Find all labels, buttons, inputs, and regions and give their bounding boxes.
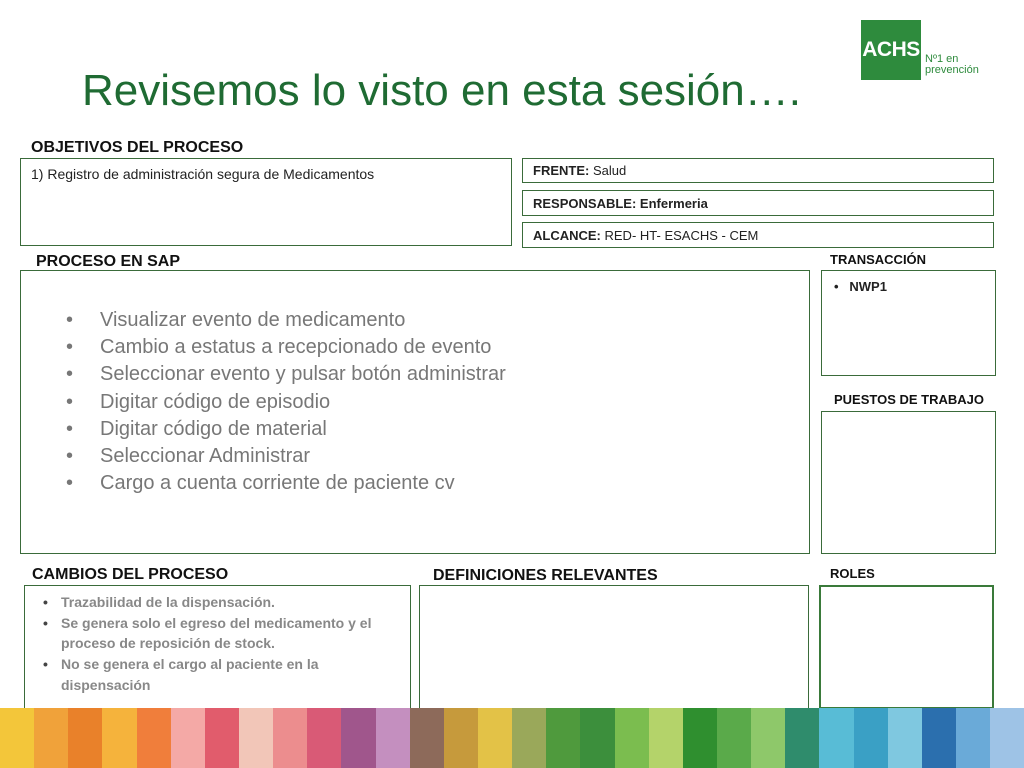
sap-step: • Seleccionar Administrar: [66, 443, 506, 470]
transaccion-item: • NWP1: [834, 279, 887, 294]
strip-segment: [273, 708, 307, 768]
strip-segment: [478, 708, 512, 768]
sap-step: • Digitar código de episodio: [66, 389, 506, 416]
proceso-sap-label: PROCESO EN SAP: [36, 253, 181, 270]
strip-segment: [102, 708, 136, 768]
strip-segment: [171, 708, 205, 768]
cambios-box: [24, 585, 411, 709]
objetivos-box: [20, 158, 512, 246]
strip-segment: [819, 708, 853, 768]
strip-segment: [376, 708, 410, 768]
roles-label: ROLES: [830, 566, 875, 581]
strip-segment: [888, 708, 922, 768]
slide-title: Revisemos lo visto en esta sesión….: [82, 66, 801, 115]
cambios-list: [41, 592, 381, 696]
cambio-item: • Se genera solo el egreso del medicamento y el proceso de reposición de stock.: [41, 613, 381, 654]
proceso-sap-list: [66, 307, 506, 497]
achs-logo-mark: ACHS: [861, 20, 921, 80]
responsable-field: RESPONSABLE: Enfermeria: [522, 190, 994, 216]
strip-segment: [0, 708, 34, 768]
sap-step: • Cambio a estatus a recepcionado de evento: [66, 334, 506, 361]
strip-segment: [615, 708, 649, 768]
definiciones-box: [419, 585, 809, 709]
transaccion-label: TRANSACCIÓN: [830, 252, 927, 267]
strip-segment: [410, 708, 444, 768]
strip-segment: [34, 708, 68, 768]
puestos-box: [821, 411, 996, 554]
strip-segment: [68, 708, 102, 768]
strip-segment: [580, 708, 614, 768]
decorative-color-strip: [0, 708, 1024, 768]
strip-segment: [239, 708, 273, 768]
cambios-label: CAMBIOS DEL PROCESO: [32, 566, 229, 583]
strip-segment: [649, 708, 683, 768]
strip-segment: [990, 708, 1024, 768]
strip-segment: [512, 708, 546, 768]
strip-segment: [751, 708, 785, 768]
sap-step: • Cargo a cuenta corriente de paciente cv: [66, 470, 506, 497]
frente-field: FRENTE: Salud: [522, 158, 994, 183]
strip-segment: [854, 708, 888, 768]
proceso-sap-box: [20, 270, 810, 554]
puestos-label: PUESTOS DE TRABAJO: [834, 392, 985, 407]
strip-segment: [546, 708, 580, 768]
strip-segment: [205, 708, 239, 768]
transaccion-box: [821, 270, 996, 376]
strip-segment: [683, 708, 717, 768]
sap-step: • Seleccionar evento y pulsar botón administrar: [66, 361, 506, 388]
cambio-item: • Trazabilidad de la dispensación.: [41, 592, 381, 613]
achs-logo: [861, 20, 981, 82]
objetivos-label: OBJETIVOS DEL PROCESO: [31, 139, 244, 156]
cambio-item: • No se genera el cargo al paciente en la dispensación: [41, 654, 381, 695]
strip-segment: [444, 708, 478, 768]
strip-segment: [137, 708, 171, 768]
definiciones-label: DEFINICIONES RELEVANTES: [433, 567, 658, 584]
alcance-field: ALCANCE: RED- HT- ESACHS - CEM: [522, 222, 994, 248]
strip-segment: [307, 708, 341, 768]
objetivos-text: 1) Registro de administración segura de Medicamentos: [31, 166, 375, 182]
roles-box: [819, 585, 994, 709]
achs-logo-tagline: Nº1 en prevención: [925, 53, 979, 76]
strip-segment: [956, 708, 990, 768]
strip-segment: [922, 708, 956, 768]
strip-segment: [341, 708, 375, 768]
strip-segment: [717, 708, 751, 768]
sap-step: • Digitar código de material: [66, 416, 506, 443]
strip-segment: [785, 708, 819, 768]
sap-step: • Visualizar evento de medicamento: [66, 307, 506, 334]
